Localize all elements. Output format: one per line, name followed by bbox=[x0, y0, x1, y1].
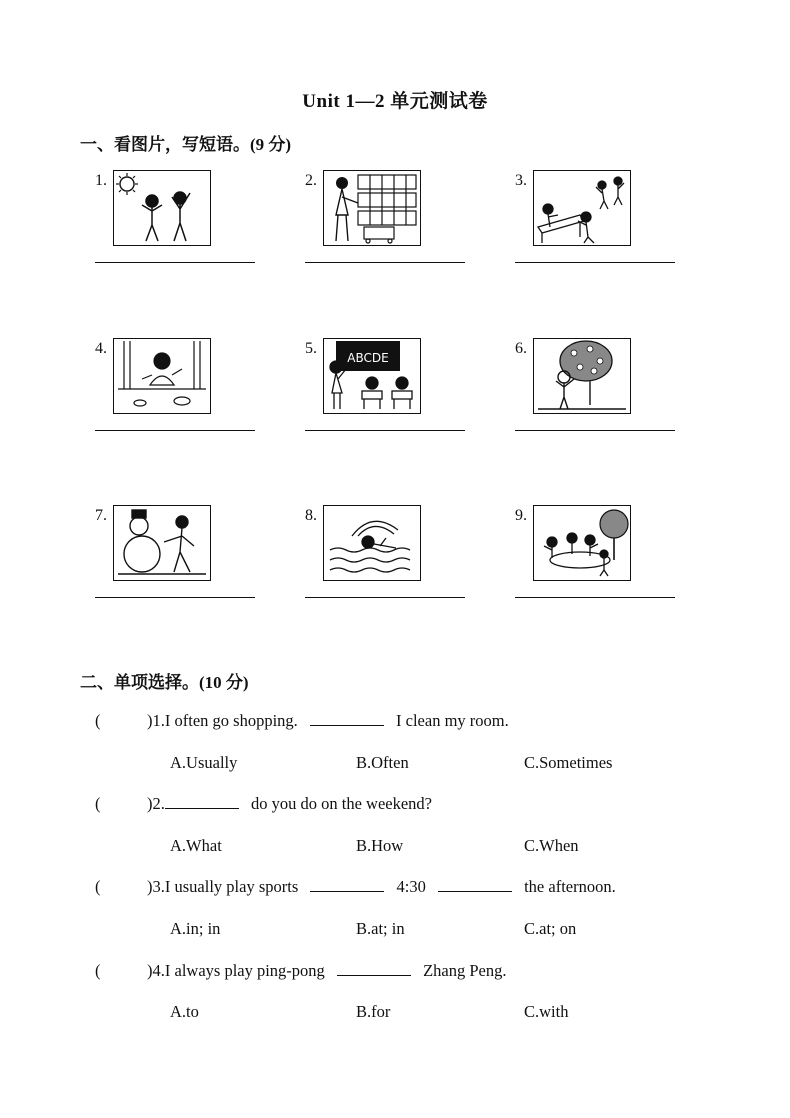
question-text: Zhang Peng. bbox=[418, 961, 507, 980]
picture-item-7 bbox=[95, 505, 295, 605]
answer-paren-close: ) bbox=[147, 794, 153, 813]
section-1-heading: 一、看图片，写短语。(9 分) bbox=[80, 135, 292, 154]
two-kids-morning-exercise-picture bbox=[113, 170, 211, 246]
answer-blank[interactable] bbox=[310, 711, 384, 726]
answer-line[interactable] bbox=[305, 597, 465, 598]
option-a[interactable]: A.What bbox=[170, 836, 222, 855]
answer-line[interactable] bbox=[515, 597, 675, 598]
question-text: 3.I usually play sports bbox=[152, 877, 303, 896]
item-number: 2. bbox=[305, 172, 317, 189]
picture-item-9 bbox=[515, 505, 715, 605]
item-number: 6. bbox=[515, 340, 527, 357]
boy-cleaning-room-picture bbox=[113, 338, 211, 414]
answer-blank[interactable] bbox=[310, 877, 384, 892]
answer-line[interactable] bbox=[515, 262, 675, 263]
page-title: Unit 1—2 单元测试卷 bbox=[302, 91, 488, 112]
section-2-heading: 二、单项选择。(10 分) bbox=[80, 673, 249, 692]
kids-playing-ping-pong-picture bbox=[533, 170, 631, 246]
question-text: 2. bbox=[152, 794, 165, 813]
answer-paren-open: ( bbox=[95, 711, 101, 730]
option-c[interactable]: C.When bbox=[524, 836, 579, 855]
answer-paren-open: ( bbox=[95, 877, 101, 896]
option-a[interactable]: A.Usually bbox=[170, 753, 238, 772]
answer-paren-close: ) bbox=[147, 711, 153, 730]
answer-blank[interactable] bbox=[438, 877, 512, 892]
answer-line[interactable] bbox=[95, 597, 255, 598]
picture-item-4 bbox=[95, 338, 295, 438]
option-a[interactable]: A.in; in bbox=[170, 919, 221, 938]
answer-line[interactable] bbox=[305, 430, 465, 431]
item-number: 4. bbox=[95, 340, 107, 357]
answer-blank[interactable] bbox=[337, 961, 411, 976]
option-b[interactable]: B.for bbox=[356, 1002, 391, 1021]
item-number: 7. bbox=[95, 507, 107, 524]
answer-blank[interactable] bbox=[165, 794, 239, 809]
boy-picking-apples-picture bbox=[533, 338, 631, 414]
question-3 bbox=[95, 877, 616, 897]
making-snowman-picture bbox=[113, 505, 211, 581]
question-text: 4:30 bbox=[392, 877, 430, 896]
question-1 bbox=[95, 711, 509, 731]
item-number: 1. bbox=[95, 172, 107, 189]
picture-item-3 bbox=[515, 170, 715, 270]
answer-paren-open: ( bbox=[95, 961, 101, 980]
picture-item-2 bbox=[305, 170, 505, 270]
swimming-picture bbox=[323, 505, 421, 581]
question-4 bbox=[95, 961, 506, 981]
picture-item-6 bbox=[515, 338, 715, 438]
answer-line[interactable] bbox=[515, 430, 675, 431]
option-c[interactable]: C.at; on bbox=[524, 919, 577, 938]
answer-line[interactable] bbox=[305, 262, 465, 263]
item-number: 5. bbox=[305, 340, 317, 357]
option-b[interactable]: B.How bbox=[356, 836, 404, 855]
question-text: 4.I always play ping-pong bbox=[152, 961, 329, 980]
answer-paren-close: ) bbox=[147, 877, 153, 896]
picnic-picture bbox=[533, 505, 631, 581]
answer-line[interactable] bbox=[95, 262, 255, 263]
answer-paren-open: ( bbox=[95, 794, 101, 813]
option-c[interactable]: C.Sometimes bbox=[524, 753, 613, 772]
question-2 bbox=[95, 794, 432, 814]
picture-item-5 bbox=[305, 338, 505, 438]
option-c[interactable]: C.with bbox=[524, 1002, 569, 1021]
picture-item-8 bbox=[305, 505, 505, 605]
item-number: 8. bbox=[305, 507, 317, 524]
question-text: I clean my room. bbox=[391, 711, 509, 730]
question-text: do you do on the weekend? bbox=[246, 794, 432, 813]
answer-paren-close: ) bbox=[147, 961, 153, 980]
blackboard-text: ABCDE bbox=[347, 351, 389, 365]
option-b[interactable]: B.at; in bbox=[356, 919, 405, 938]
answer-line[interactable] bbox=[95, 430, 255, 431]
girl-shopping-picture bbox=[323, 170, 421, 246]
option-a[interactable]: A.to bbox=[170, 1002, 199, 1021]
english-class-picture bbox=[323, 338, 421, 414]
question-text: 1.I often go shopping. bbox=[152, 711, 302, 730]
item-number: 9. bbox=[515, 507, 527, 524]
question-text: the afternoon. bbox=[519, 877, 616, 896]
item-number: 3. bbox=[515, 172, 527, 189]
option-b[interactable]: B.Often bbox=[356, 753, 409, 772]
picture-item-1 bbox=[95, 170, 295, 270]
